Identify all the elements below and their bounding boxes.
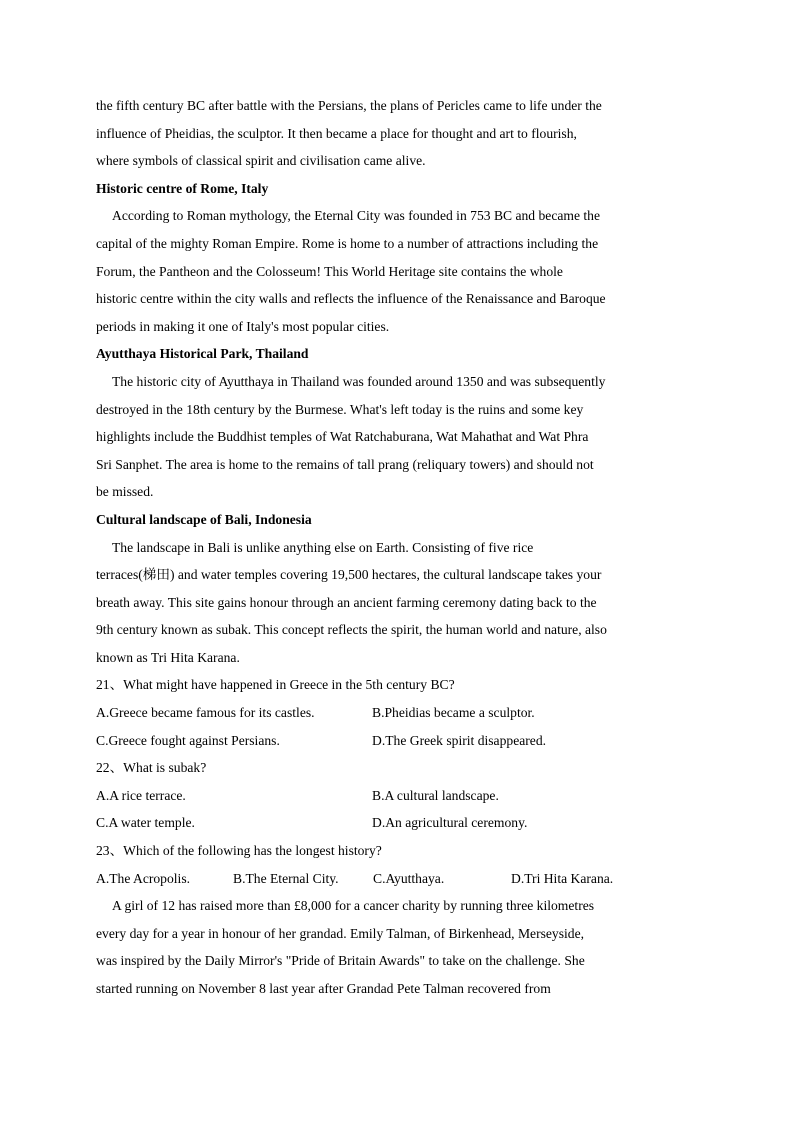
question-23-option-b: B.The Eternal City. bbox=[233, 870, 339, 886]
text-line: where symbols of classical spirit and civilisation came alive. bbox=[96, 153, 426, 169]
question-21-option-d: D.The Greek spirit disappeared. bbox=[372, 732, 547, 748]
next-passage bbox=[96, 892, 706, 1002]
text-line: The landscape in Bali is unlike anything else on Earth. Consisting of five rice bbox=[112, 539, 534, 555]
section-heading-rome: Historic centre of Rome, Italy bbox=[96, 180, 269, 196]
question-22-option-d: D.An agricultural ceremony. bbox=[372, 815, 528, 831]
text-line: started running on November 8 last year after Grandad Pete Talman recovered from bbox=[96, 981, 551, 996]
text-line: be missed. bbox=[96, 484, 154, 500]
question-21-option-a: A.Greece became famous for its castles. bbox=[96, 705, 315, 721]
question-22-option-c: C.A water temple. bbox=[96, 815, 195, 831]
question-22-stem: 22、What is subak? bbox=[96, 760, 207, 776]
question-23-stem: 23、Which of the following has the longest history? bbox=[96, 843, 382, 859]
text-line: every day for a year in honour of her grandad. Emily Talman, of Birkenhead, Merseyside, bbox=[96, 925, 585, 941]
text-line: was inspired by the Daily Mirror's "Pride of Britain Awards" to take on the challenge. She bbox=[96, 953, 585, 969]
text-line: the fifth century BC after battle with the Persians, the plans of Pericles came to life under the bbox=[96, 98, 602, 113]
question-23-option-d: D.Tri Hita Karana. bbox=[511, 870, 614, 886]
question-21-option-b: B.Pheidias became a sculptor. bbox=[372, 705, 535, 721]
section-heading-ayutthaya: Ayutthaya Historical Park, Thailand bbox=[96, 346, 309, 362]
question-21-option-c: C.Greece fought against Persians. bbox=[96, 732, 280, 748]
section-body-ayutthaya bbox=[96, 368, 706, 506]
question-23-options-row bbox=[96, 865, 706, 893]
question-21-stem: 21、What might have happened in Greece in the 5th century BC? bbox=[96, 677, 455, 693]
text-line: Sri Sanphet. The area is home to the remains of tall prang (reliquary towers) and should not bbox=[96, 456, 594, 472]
text-line: According to Roman mythology, the Eternal City was founded in 753 BC and became the bbox=[112, 208, 601, 224]
text-line: historic centre within the city walls and reflects the influence of the Renaissance and Baroque bbox=[96, 291, 606, 307]
section-body-rome bbox=[96, 202, 706, 340]
question-21-options-row-1 bbox=[96, 699, 706, 727]
text-line: Forum, the Pantheon and the Colosseum! This World Heritage site contains the whole bbox=[96, 263, 563, 279]
question-22-option-a: A.A rice terrace. bbox=[96, 787, 186, 803]
text-line: 9th century known as subak. This concept reflects the spirit, the human world and nature, also bbox=[96, 622, 607, 638]
text-line: terraces(梯田) and water temples covering 19,500 hectares, the cultural landscape takes your bbox=[96, 567, 602, 583]
text-line: capital of the mighty Roman Empire. Rome is home to a number of attractions including the bbox=[96, 235, 599, 251]
question-22-option-b: B.A cultural landscape. bbox=[372, 787, 499, 803]
text-line: known as Tri Hita Karana. bbox=[96, 649, 240, 665]
question-23-option-c: C.Ayutthaya. bbox=[373, 870, 445, 886]
question-22-options-row-1 bbox=[96, 782, 706, 810]
text-line: The historic city of Ayutthaya in Thailand was founded around 1350 and was subsequently bbox=[112, 373, 606, 389]
question-23-option-a: A.The Acropolis. bbox=[96, 870, 191, 886]
question-21-options-row-2 bbox=[96, 727, 706, 755]
text-line: A girl of 12 has raised more than £8,000 for a cancer charity by running three kilometres bbox=[112, 898, 595, 914]
text-line: influence of Pheidias, the sculptor. It then became a place for thought and art to flourish, bbox=[96, 125, 577, 141]
section-heading-bali: Cultural landscape of Bali, Indonesia bbox=[96, 511, 312, 527]
text-line: breath away. This site gains honour through an ancient farming ceremony dating back to the bbox=[96, 594, 597, 610]
question-22-options-row-2 bbox=[96, 809, 706, 837]
section-body-bali bbox=[96, 534, 706, 672]
document-content bbox=[96, 92, 706, 1003]
text-line: destroyed in the 18th century by the Burmese. What's left today is the ruins and some key bbox=[96, 401, 584, 417]
text-line: periods in making it one of Italy's most popular cities. bbox=[96, 318, 390, 334]
passage-intro bbox=[96, 92, 706, 175]
text-line: highlights include the Buddhist temples of Wat Ratchaburana, Wat Mahathat and Wat Phra bbox=[96, 429, 589, 445]
